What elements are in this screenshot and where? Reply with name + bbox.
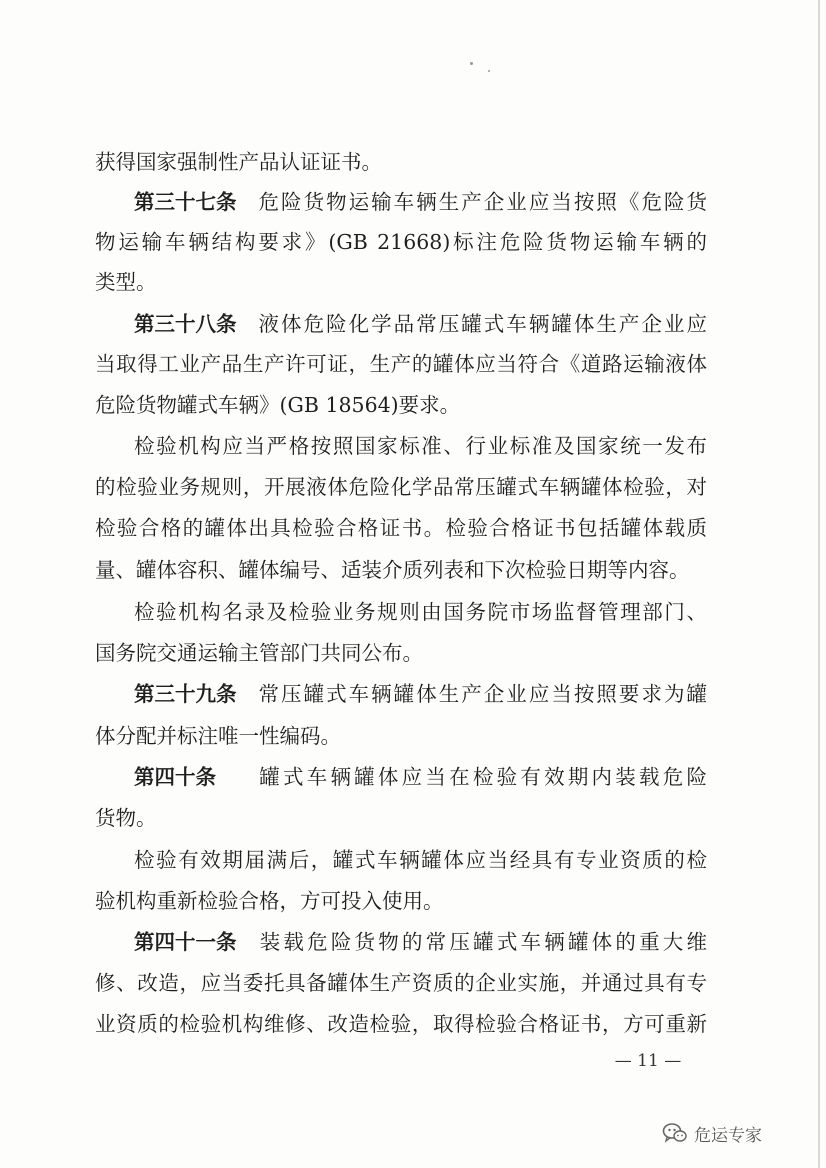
text-line-5 (134, 304, 707, 344)
article-body: 液体危险化学品常压罐式车辆罐体生产企业应 (256, 312, 707, 336)
article-body: 装载危险货物的常压罐式车辆罐体的重大维 (256, 930, 707, 954)
text-line-11: 量、罐体容积、罐体编号、适装介质列表和下次检验日期等内容。 (95, 558, 690, 582)
text-line-14 (134, 674, 707, 714)
wechat-icon (662, 1122, 688, 1144)
article-body: 危险货物运输车辆生产企业应当按照《危险货 (256, 190, 707, 214)
text-line-13: 国务院交通运输主管部门共同公布。 (95, 641, 423, 665)
scan-speck (488, 70, 490, 72)
article-heading-37: 第三十七条 (134, 190, 237, 214)
text-line-4: 类型。 (95, 270, 157, 294)
text-line-19: 验机构重新检验合格，方可投入使用。 (95, 889, 444, 913)
text-line-2 (134, 182, 707, 222)
watermark-text: 危运专家 (694, 1125, 762, 1146)
article-heading-41: 第四十一条 (134, 930, 237, 954)
text-line-9: 的检验业务规则，开展液体危险化学品常压罐式车辆罐体检验，对 (95, 475, 707, 499)
text-line-20 (134, 922, 707, 962)
article-heading-39: 第三十九条 (134, 682, 237, 706)
text-line-21: 修、改造，应当委托具备罐体生产资质的企业实施，并通过具有专 (95, 971, 707, 995)
scan-speck (470, 62, 473, 65)
text-line-15: 体分配并标注唯一性编码。 (95, 724, 341, 748)
article-heading-38: 第三十八条 (134, 312, 237, 336)
text-line-7: 危险货物罐式车辆》(GB 18564)要求。 (95, 393, 461, 417)
text-line-17: 货物。 (95, 806, 157, 830)
text-line-1: 获得国家强制性产品认证证书。 (95, 150, 382, 174)
text-line-12: 检验机构名录及检验业务规则由国务院市场监督管理部门、 (134, 600, 707, 624)
article-body: 常压罐式车辆罐体生产企业应当按照要求为罐 (256, 682, 707, 706)
article-body: 罐式车辆罐体应当在检验有效期内装载危险 (256, 765, 707, 789)
text-line-3: 物运输车辆结构要求》(GB 21668)标注危险货物运输车辆的 (95, 230, 707, 254)
article-heading-40: 第四十条 (134, 765, 216, 789)
text-line-8: 检验机构应当严格按照国家标准、行业标准及国家统一发布 (134, 434, 707, 458)
page-edge-shadow (818, 0, 820, 1168)
text-line-10: 检验合格的罐体出具检验合格证书。检验合格证书包括罐体载质 (95, 516, 707, 540)
watermark (662, 1120, 762, 1146)
text-line-16 (134, 757, 707, 797)
page-number: — 11 — (614, 1051, 682, 1071)
text-line-6: 当取得工业产品生产许可证，生产的罐体应当符合《道路运输液体 (95, 352, 707, 376)
text-line-18: 检验有效期届满后，罐式车辆罐体应当经具有专业资质的检 (134, 848, 707, 872)
text-line-22: 业资质的检验机构维修、改造检验，取得检验合格证书，方可重新 (95, 1012, 707, 1036)
